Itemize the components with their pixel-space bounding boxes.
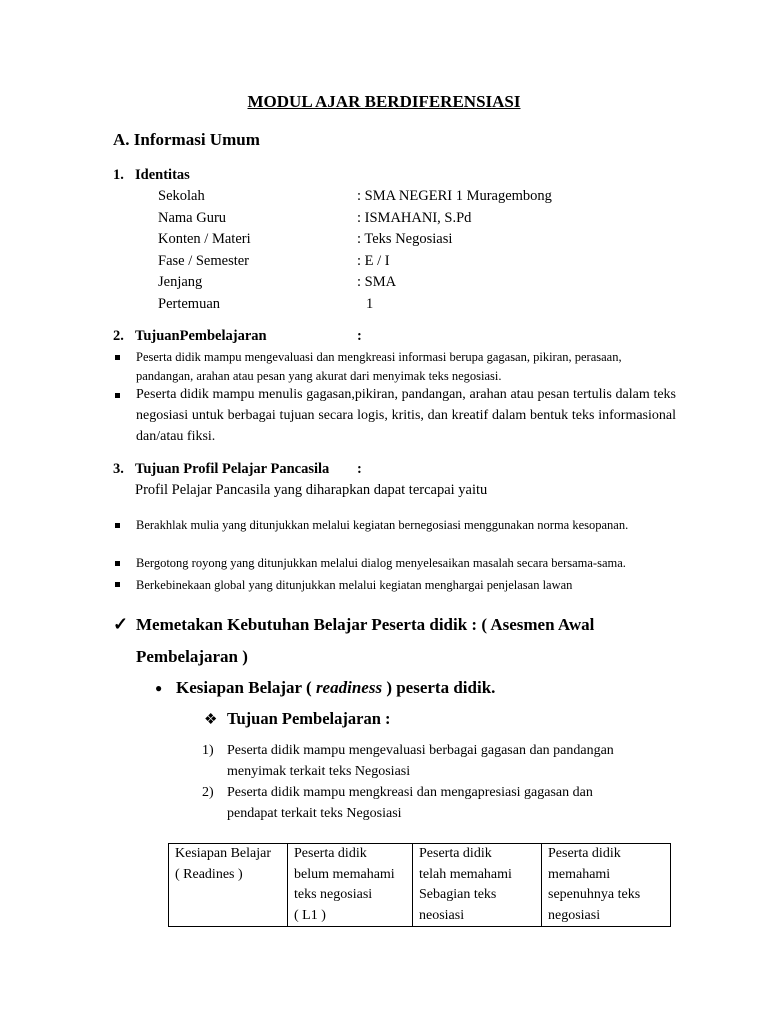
checkmark-icon: ✓ <box>113 614 129 634</box>
tujuan2-item-1-number: 1) <box>202 743 214 758</box>
kesiapan-italic: readiness <box>315 678 383 697</box>
bullet-dot-icon: ● <box>155 681 163 695</box>
tujuan-bullet-2: Peserta didik mampu menulis gagasan,pikiran, pandangan, arahan atau pesan tertulis dalam teks negosiasi untuk berbagai tujuan secara logis, kritis, dan kreatif dalam bentuk teks informasional dan/atau fiksi. <box>136 387 676 444</box>
cell-line: neosiasi <box>419 907 465 923</box>
memetakan-line-1: Memetakan Kebutuhan Belajar Peserta didik : ( Asesmen Awal <box>136 615 595 634</box>
table-cell-l2 <box>413 844 542 927</box>
section-a-heading: A. Informasi Umum <box>113 130 260 149</box>
memetakan-line-2: Pembelajaran ) <box>136 647 248 666</box>
readiness-table <box>168 843 671 927</box>
cell-line: Peserta didik <box>294 846 367 861</box>
table-row <box>169 844 671 927</box>
kesiapan-suffix: ) peserta didik. <box>382 678 496 697</box>
cell-line: memahami <box>548 866 611 882</box>
profil-heading: Tujuan Profil Pelajar Pancasila <box>135 461 330 477</box>
tujuan-heading: TujuanPembelajaran <box>135 328 267 344</box>
document-title: MODUL AJAR BERDIFERENSIASI <box>247 92 521 111</box>
tujuan-colon: : <box>357 328 362 344</box>
identity-label-konten: Konten / Materi <box>158 231 251 247</box>
tujuan2-item-2-line-1: Peserta didik mampu mengkreasi dan mengapresiasi gagasan dan <box>227 785 593 800</box>
bullet-square-icon <box>115 393 120 398</box>
identitas-number: 1. <box>113 167 124 183</box>
profil-bullet-1: Berakhlak mulia yang ditunjukkan melalui kegiatan bernegosiasi menggunakan norma kesopanan. <box>136 518 629 532</box>
cell-line: negosiasi <box>548 907 601 923</box>
cell-line: belum memahami <box>294 866 395 882</box>
cell-line: telah memahami <box>419 866 512 882</box>
profil-number: 3. <box>113 461 124 477</box>
profil-bullet-2: Bergotong royong yang ditunjukkan melalui dialog menyelesaikan masalah secara bersama-sama. <box>136 556 626 570</box>
identity-label-sekolah: Sekolah <box>158 188 205 204</box>
cell-line: Peserta didik <box>419 846 492 861</box>
bullet-square-icon <box>115 355 120 360</box>
tujuan-bullet-1-line-2: pandangan, arahan atau pesan yang akurat dari menyimak teks negosiasi. <box>136 369 502 383</box>
bullet-square-icon <box>115 582 120 587</box>
cell-line: Sebagian teks <box>419 887 497 902</box>
cell-line: Peserta didik <box>548 846 621 861</box>
diamond-marker-icon: ❖ <box>204 712 218 728</box>
profil-colon: : <box>357 461 362 477</box>
profil-bullet-3: Berkebinekaan global yang ditunjukkan melalui kegiatan menghargai penjelasan lawan <box>136 578 573 592</box>
cell-line: sepenuhnya teks <box>548 887 641 902</box>
tujuan2-heading: Tujuan Pembelajaran : <box>227 709 391 728</box>
identity-value-konten: : Teks Negosiasi <box>357 231 453 247</box>
cell-line: ( Readines ) <box>175 866 243 882</box>
bullet-square-icon <box>115 561 120 566</box>
identity-value-jenjang: : SMA <box>357 274 397 290</box>
cell-line: Kesiapan Belajar <box>175 846 272 861</box>
identity-value-fase: : E / I <box>357 253 390 269</box>
kesiapan-prefix: Kesiapan Belajar ( <box>176 678 316 697</box>
bullet-square-icon <box>115 523 120 528</box>
cell-line: ( L1 ) <box>294 907 326 923</box>
tujuan2-item-2-line-2: pendapat terkait teks Negosiasi <box>227 806 402 821</box>
identity-label-fase: Fase / Semester <box>158 253 250 269</box>
tujuan2-item-2-number: 2) <box>202 785 214 800</box>
identity-value-sekolah: : SMA NEGERI 1 Muragembong <box>357 188 552 204</box>
identity-label-jenjang: Jenjang <box>158 274 203 290</box>
identity-label-pertemuan: Pertemuan <box>158 296 221 312</box>
table-cell-l1 <box>288 844 413 927</box>
table-cell-kesiapan <box>169 844 288 927</box>
kesiapan-heading <box>176 678 495 698</box>
identity-label-nama-guru: Nama Guru <box>158 210 227 226</box>
tujuan2-item-1-line-2: menyimak terkait teks Negosiasi <box>227 764 411 779</box>
profil-intro: Profil Pelajar Pancasila yang diharapkan dapat tercapai yaitu <box>135 482 488 498</box>
identity-value-nama-guru: : ISMAHANI, S.Pd <box>357 210 472 226</box>
identitas-heading: Identitas <box>135 167 190 183</box>
identity-value-pertemuan: 1 <box>366 296 374 312</box>
tujuan-bullet-1-line-1: Peserta didik mampu mengevaluasi dan mengkreasi informasi berupa gagasan, pikiran, perasaan, <box>136 350 622 364</box>
cell-line: teks negosiasi <box>294 887 373 902</box>
table-cell-l3 <box>542 844 671 927</box>
tujuan2-item-1-line-1: Peserta didik mampu mengevaluasi berbagai gagasan dan pandangan <box>227 743 614 758</box>
tujuan-number: 2. <box>113 328 124 344</box>
